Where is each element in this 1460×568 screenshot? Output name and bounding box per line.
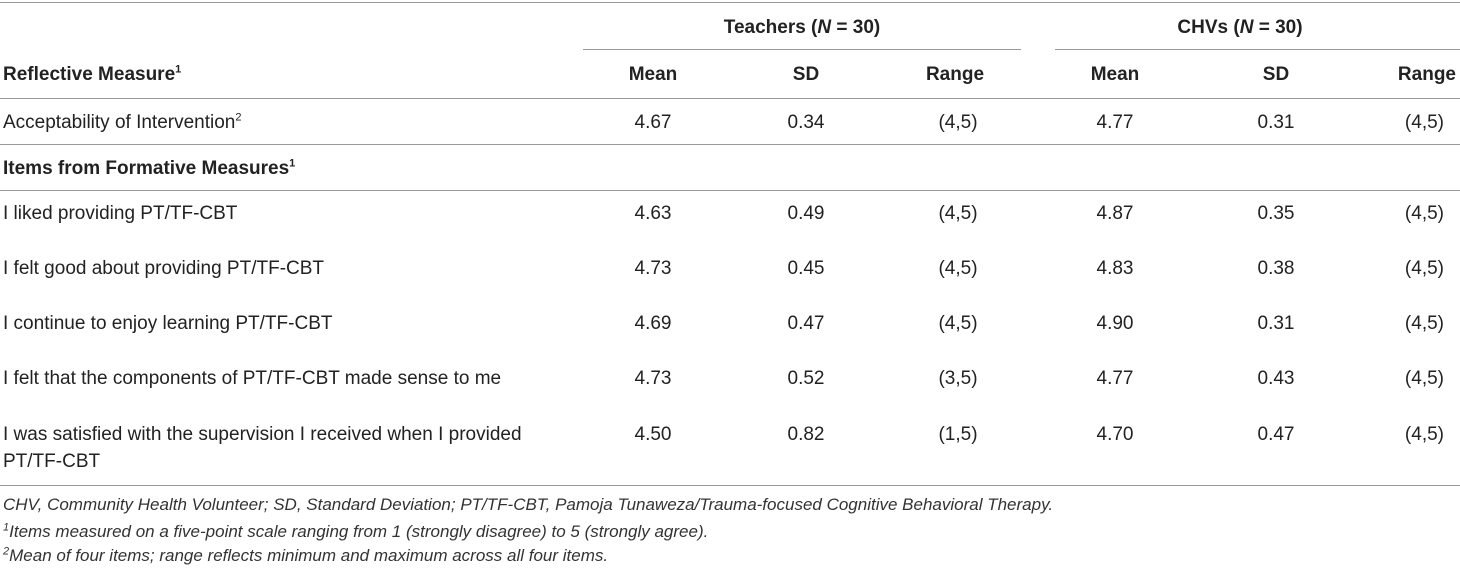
- cell-sd-teachers: 0.45: [787, 258, 825, 279]
- section-label-reflective: Reflective Measure$^1$: [3, 63, 182, 85]
- cell-mean-teachers: 4.73: [634, 368, 672, 389]
- cell-range-teachers: (4,5): [938, 258, 978, 279]
- section-rule: [0, 144, 1460, 145]
- column-header-sd-teachers: SD: [792, 64, 820, 85]
- cell-sd-teachers: 0.34: [787, 112, 825, 133]
- row-label: I felt that the components of PT/TF-CBT made sense to me: [3, 368, 502, 389]
- footnote-1: $^1$Items measured on a five-point scale ranging from 1 (strongly disagree) to 5 (strongly agree).: [3, 521, 709, 541]
- cell-mean-teachers: 4.63: [634, 203, 672, 224]
- cell-sd-chvs: 0.47: [1257, 424, 1295, 445]
- row-label: I liked providing PT/TF-CBT: [3, 203, 238, 224]
- group-header-teachers: Teachers (N = 30): [723, 17, 881, 38]
- cell-sd-chvs: 0.31: [1257, 313, 1295, 334]
- cell-sd-teachers: 0.52: [787, 368, 825, 389]
- footnote-2: $^2$Mean of four items; range reflects minimum and maximum across all four items.: [3, 545, 609, 565]
- cell-range-chvs: (4,5): [1404, 112, 1444, 133]
- row-label: I continue to enjoy learning PT/TF-CBT: [3, 313, 333, 334]
- cell-mean-chvs: 4.77: [1096, 112, 1134, 133]
- row-label-line2: PT/TF-CBT: [3, 451, 101, 472]
- cell-mean-teachers: 4.67: [634, 112, 672, 133]
- cell-mean-chvs: 4.70: [1096, 424, 1134, 445]
- group-header-chvs: CHVs (N = 30): [1177, 17, 1303, 38]
- cell-range-teachers: (1,5): [938, 424, 978, 445]
- cell-range-chvs: (4,5): [1404, 424, 1444, 445]
- row-label-line1: I was satisfied with the supervision I received when I provided: [3, 424, 522, 445]
- cell-sd-teachers: 0.47: [787, 313, 825, 334]
- cell-mean-teachers: 4.50: [634, 424, 672, 445]
- cell-sd-chvs: 0.31: [1257, 112, 1295, 133]
- cell-sd-chvs: 0.38: [1257, 258, 1295, 279]
- cell-mean-chvs: 4.87: [1096, 203, 1134, 224]
- header-bottom-rule: [0, 98, 1460, 99]
- table-top-rule: [0, 2, 1460, 3]
- cell-sd-chvs: 0.35: [1257, 203, 1295, 224]
- cell-range-chvs: (4,5): [1404, 313, 1444, 334]
- cell-sd-teachers: 0.82: [787, 424, 825, 445]
- cell-range-chvs: (4,5): [1404, 258, 1444, 279]
- group-rule-teachers: [583, 49, 1021, 50]
- row-label: [3, 421, 563, 475]
- cell-sd-teachers: 0.49: [787, 203, 825, 224]
- group-rule-chvs: [1055, 49, 1460, 50]
- table-bottom-rule: [0, 485, 1460, 486]
- column-header-sd-chvs: SD: [1262, 64, 1290, 85]
- cell-range-teachers: (4,5): [938, 203, 978, 224]
- column-header-mean-teachers: Mean: [628, 64, 678, 85]
- section-label-formative: Items from Formative Measures$^1$: [3, 157, 296, 179]
- cell-range-teachers: (4,5): [938, 112, 978, 133]
- footnote-abbreviations: CHV, Community Health Volunteer; SD, Standard Deviation; PT/TF-CBT, Pamoja Tunaweza/Trauma-focused Cognitive Behavioral Therapy.: [3, 495, 1054, 514]
- column-header-range-chvs: Range: [1397, 64, 1456, 85]
- cell-mean-chvs: 4.77: [1096, 368, 1134, 389]
- column-header-mean-chvs: Mean: [1090, 64, 1140, 85]
- cell-sd-chvs: 0.43: [1257, 368, 1295, 389]
- cell-mean-teachers: 4.69: [634, 313, 672, 334]
- column-header-range-teachers: Range: [925, 64, 985, 85]
- cell-mean-teachers: 4.73: [634, 258, 672, 279]
- cell-mean-chvs: 4.83: [1096, 258, 1134, 279]
- cell-range-teachers: (4,5): [938, 313, 978, 334]
- cell-mean-chvs: 4.90: [1096, 313, 1134, 334]
- cell-range-chvs: (4,5): [1404, 368, 1444, 389]
- section-rule: [0, 190, 1460, 191]
- row-label: I felt good about providing PT/TF-CBT: [3, 258, 325, 279]
- cell-range-chvs: (4,5): [1404, 203, 1444, 224]
- row-label: Acceptability of Intervention$^2$: [3, 111, 242, 133]
- cell-range-teachers: (3,5): [938, 368, 978, 389]
